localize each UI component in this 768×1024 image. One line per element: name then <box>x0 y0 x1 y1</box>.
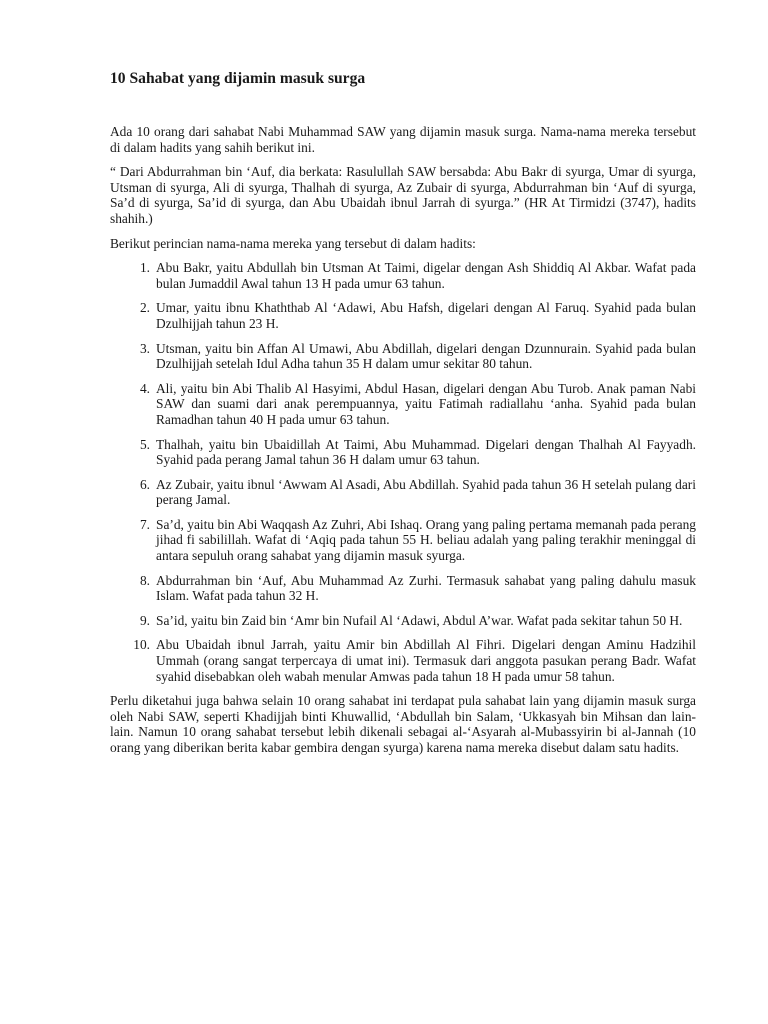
closing-paragraph: Perlu diketahui juga bahwa selain 10 orang sahabat ini terdapat pula sahabat lain yang dijamin masuk surga oleh Nabi SAW, seperti Khadijjah binti Khuwallid, ‘Abdullah bin Salam, ‘Ukkasyah bin Mihsan dan lain-lain. Namun 10 orang sahabat tersebut lebih dikenali sebagai al-‘Asyarah al-Mubassyirin bi al-Jannah (10 orang yang diberikan berita kabar gembira dengan syurga) karena nama mereka disebut dalam satu hadits. <box>110 693 696 755</box>
list-item <box>110 573 696 604</box>
list-item-text: Az Zubair, yaitu ibnul ‘Awwam Al Asadi, Abu Abdillah. Syahid pada tahun 36 H setelah pulang dari perang Jamal. <box>156 476 696 508</box>
list-item-number: 2. <box>139 300 150 316</box>
document-page <box>110 70 696 765</box>
list-item-number: 10. <box>133 637 150 653</box>
list-item <box>110 477 696 508</box>
list-item-text: Sa’d, yaitu bin Abi Waqqash Az Zuhri, Abi Ishaq. Orang yang paling pertama memanah pada perang jihad fi sabilillah. Wafat di ‘Aqiq pada tahun 55 H. beliau adalah yang paling terakhir meninggal di antara sepuluh orang sahabat yang dijamin masuk syurga. <box>156 516 696 564</box>
list-item-number: 3. <box>139 340 150 356</box>
list-item-number: 1. <box>139 260 150 276</box>
sahabat-list <box>110 260 696 684</box>
list-item-text: Umar, yaitu ibnu Khaththab Al ‘Adawi, Abu Hafsh, digelari dengan Al Faruq. Syahid pada bulan Dzulhijjah tahun 23 H. <box>156 300 696 331</box>
list-item <box>110 341 696 372</box>
list-item-number: 6. <box>139 476 150 492</box>
hadith-paragraph: “ Dari Abdurrahman bin ‘Auf, dia berkata: Rasulullah SAW bersabda: Abu Bakr di syurga, Umar di syurga, Utsman di syurga, Ali di syurga, Thalhah di syurga, Az Zubair di syurga, Abdurrahman bin ‘Auf di syurga, Sa’d di syurga, Sa’id di syurga, dan Abu Ubaidah ibnul Jarrah di syurga.” (HR At Tirmidzi (3747), hadits shahih.) <box>110 164 696 226</box>
list-item <box>110 437 696 468</box>
list-item-text: Abdurrahman bin ‘Auf, Abu Muhammad Az Zurhi. Termasuk sahabat yang paling dahulu masuk Islam. Wafat pada tahun 32 H. <box>156 572 696 604</box>
list-item-text: Sa’id, yaitu bin Zaid bin ‘Amr bin Nufail Al ‘Adawi, Abdul A’war. Wafat pada sekitar tahun 50 H. <box>156 612 683 628</box>
list-item-number: 4. <box>139 380 150 396</box>
list-item-text: Abu Bakr, yaitu Abdullah bin Utsman At Taimi, digelar dengan Ash Shiddiq Al Akbar. Wafat pada bulan Jumaddil Awal tahun 13 H pada umur 63 tahun. <box>156 260 696 291</box>
list-item-text: Ali, yaitu bin Abi Thalib Al Hasyimi, Abdul Hasan, digelari dengan Abu Turob. Anak paman Nabi SAW dan suami dari anak perempuannya, yaitu Fatimah radiallahu ‘anha. Syahid pada bulan Ramadhan tahun 40 H pada umur 63 tahun. <box>156 380 696 427</box>
list-item-number: 8. <box>139 572 150 588</box>
list-item-number: 9. <box>139 612 150 628</box>
list-intro-paragraph: Berikut perincian nama-nama mereka yang tersebut di dalam hadits: <box>110 235 476 251</box>
document-title: 10 Sahabat yang dijamin masuk surga <box>110 70 366 87</box>
list-item-number: 7. <box>139 516 150 532</box>
list-item <box>110 637 696 684</box>
list-item <box>110 381 696 428</box>
list-item <box>110 613 696 629</box>
list-item-text: Utsman, yaitu bin Affan Al Umawi, Abu Abdillah, digelari dengan Dzunnurain. Syahid pada bulan Dzulhijjah setelah Idul Adha tahun 35 H dalam umur sekitar 80 tahun. <box>156 340 696 372</box>
list-item <box>110 517 696 564</box>
list-item <box>110 260 696 291</box>
list-item <box>110 300 696 331</box>
list-item-number: 5. <box>139 436 150 452</box>
list-item-text: Abu Ubaidah ibnul Jarrah, yaitu Amir bin Abdillah Al Fihri. Digelari dengan Aminu Hadzihil Ummah (orang sangat terpercaya di umat ini). Termasuk dari anggota pasukan perang Badr. Wafat syahid disebabkan oleh wabah menular Amwas pada tahun 18 H pada umur 58 tahun. <box>156 637 696 684</box>
list-item-text: Thalhah, yaitu bin Ubaidillah At Taimi, Abu Muhammad. Digelari dengan Thalhah Al Fayyadh. Syahid pada perang Jamal tahun 36 H dalam umur 63 tahun. <box>156 436 696 468</box>
intro-paragraph: Ada 10 orang dari sahabat Nabi Muhammad SAW yang dijamin masuk surga. Nama-nama mereka tersebut di dalam hadits yang sahih berikut ini. <box>110 124 696 155</box>
